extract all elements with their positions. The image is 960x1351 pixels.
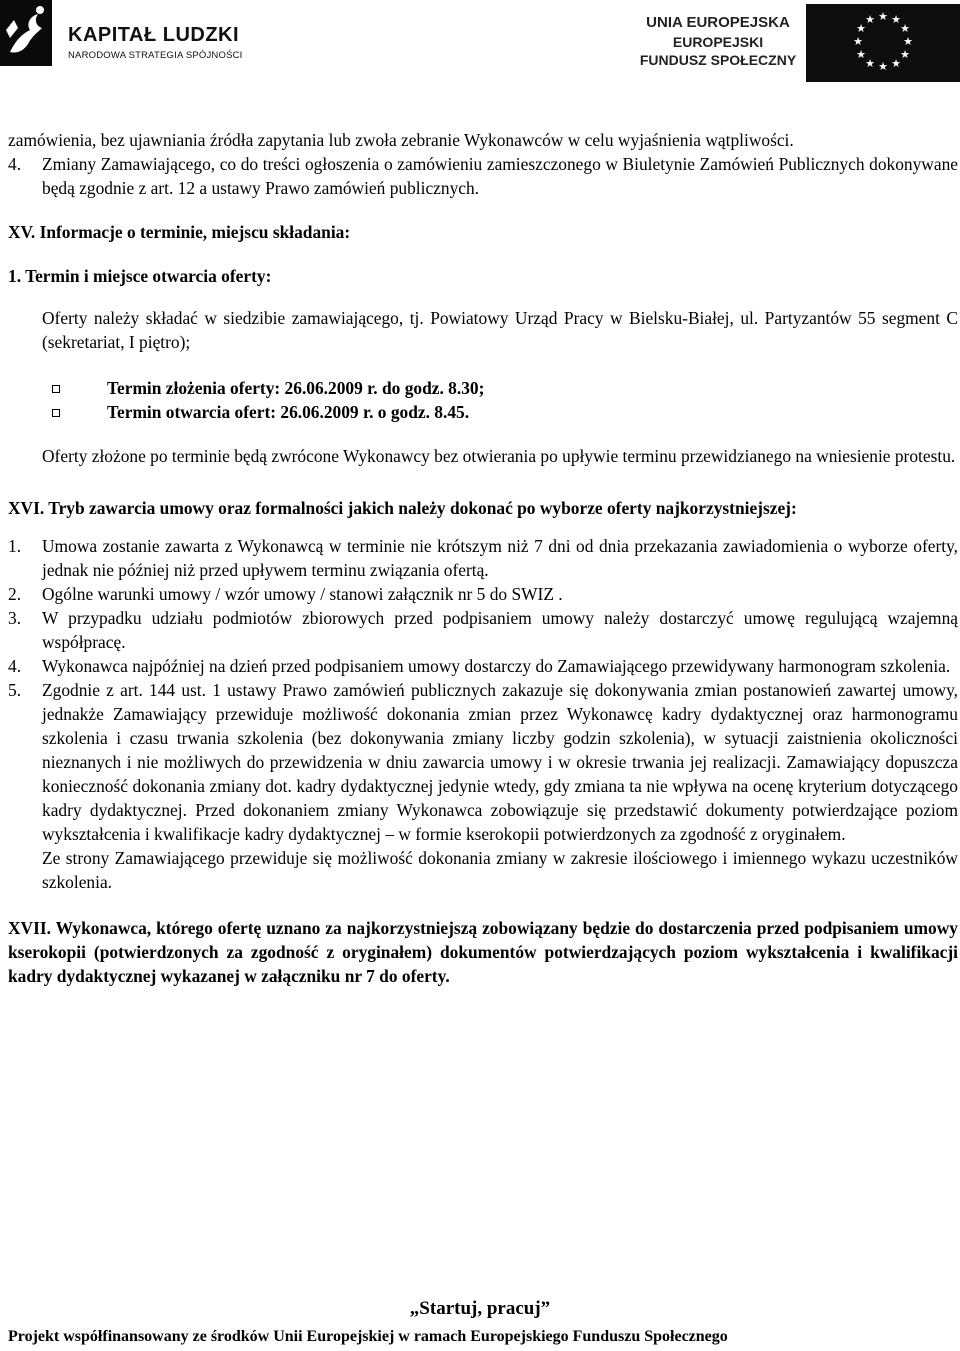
- svg-text:★: ★: [878, 60, 888, 73]
- list-item-text: Zgodnie z art. 144 ust. 1 ustawy Prawo zamówień publicznych zakazuje się dokonywania zmian postanowień zawartej umowy, jednakże Zamawiający przewiduje możliwość dokonania zmian przez Wykonawcę kadry dydaktycznej oraz harmonogramu szkolenia i czasu trwania szkolenia (bez dokonywania zmiany liczby godzin szkolenia), w sytuacji zaistnienia okoliczności nieznanych i nie możliwych do przewidzenia w dniu zawarcia umowy i w okresie trwania jej realizacji. Zamawiający dopuszcza konieczność dokonania zmiany dot. kadry dydaktycznej jedynie wtedy, gdy zmiana ta nie wpływa na ocenę kryterium dotyczącego kadry dydaktycznej. Przed dokonaniem zmiany Wykonawca zobowiązuje się przedstawić dokumenty potwierdzające poziom wykształcenia i kwalifikacje kadry dydaktycznej – w formie kserokopii potwierdzonych za zgodność z oryginałem.: [42, 680, 958, 844]
- page-header: [0, 0, 960, 110]
- list-item-text: Wykonawca najpóźniej na dzień przed podpisaniem umowy dostarczy do Zamawiającego przewidywany harmonogram szkolenia.: [42, 656, 951, 676]
- section-xv-subheading: 1. Termin i miejsce otwarcia oferty:: [8, 266, 272, 286]
- section-xvi-list: [8, 534, 958, 894]
- svg-text:★: ★: [903, 35, 913, 48]
- list-item-text: W przypadku udziału podmiotów zbiorowych przed podpisaniem umowy należy dostarczyć umowę regulującą wzajemną współpracę.: [42, 608, 958, 652]
- list-item-number: 4.: [8, 154, 22, 174]
- list-item: [8, 606, 958, 654]
- footer-slogan: „Startuj, pracuj”: [409, 1298, 551, 1319]
- svg-text:★: ★: [856, 48, 866, 61]
- svg-text:★: ★: [878, 10, 888, 23]
- list-item-number: 1.: [8, 536, 22, 556]
- eu-logo-line-2: EUROPEJSKI: [672, 34, 764, 50]
- deadline-opening: Termin otwarcia ofert: 26.06.2009 r. o godz. 8.45.: [107, 402, 470, 422]
- svg-text:★: ★: [900, 48, 910, 61]
- section-xv-heading: XV. Informacje o terminie, miejscu składania:: [8, 222, 351, 242]
- section-xvii-paragraph: XVII. Wykonawca, którego ofertę uznano za najkorzystniejszą zobowiązany będzie do dostarczenia przed podpisaniem umowy kserokopii (potwierdzonych za zgodność z oryginałem) dokumentów potwierdzających poziom wykształcenia i kwalifikacji kadry dydaktycznej wykazanej w załączniku nr 7 do oferty.: [8, 918, 958, 986]
- svg-text:★: ★: [891, 57, 901, 70]
- list-item: [8, 678, 958, 846]
- submission-place: Oferty należy składać w siedzibie zamawiającego, tj. Powiatowy Urząd Pracy w Bielsku-Białej, ul. Partyzantów 55 segment C (sekretariat, I piętro);: [42, 308, 958, 352]
- list-item: [42, 376, 958, 400]
- list-item-number: 2.: [8, 584, 22, 604]
- list-item-text: Ogólne warunki umowy / wzór umowy / stanowi załącznik nr 5 do SWIZ .: [42, 584, 563, 604]
- svg-text:★: ★: [900, 22, 910, 35]
- deadline-list: [8, 376, 958, 424]
- svg-text:★: ★: [865, 57, 875, 70]
- eu-logo-line-1: UNIA EUROPEJSKA: [646, 14, 790, 31]
- footer-cofinancing-text: Projekt współfinansowany ze środków Unii Europejskiej w ramach Europejskiego Funduszu Społecznego: [8, 1328, 728, 1345]
- eu-flag-icon: [806, 4, 960, 82]
- list-item-number: 5.: [8, 680, 22, 700]
- eu-logo: [600, 0, 960, 90]
- deadline-submission: Termin złożenia oferty: 26.06.2009 r. do godz. 8.30;: [107, 378, 485, 398]
- eu-logo-line-3: FUNDUSZ SPOŁECZNY: [639, 52, 797, 68]
- svg-text:★: ★: [891, 13, 901, 26]
- svg-text:★: ★: [856, 22, 866, 35]
- list-item-number: 3.: [8, 608, 22, 628]
- kapital-ludzki-emblem-icon: [0, 0, 64, 76]
- svg-text:★: ★: [853, 35, 863, 48]
- kapital-ludzki-logo: [0, 0, 260, 80]
- late-offers-note: Oferty złożone po terminie będą zwrócone Wykonawcy bez otwierania po upływie terminu przewidzianego na wniesienie protestu.: [42, 446, 956, 466]
- list-item-number: 4.: [8, 656, 22, 676]
- document-body: [8, 128, 958, 988]
- logo-left-title: KAPITAŁ LUDZKI: [68, 24, 240, 46]
- svg-text:★: ★: [865, 13, 875, 26]
- bullet-square-icon: [52, 385, 60, 393]
- section-xvi-heading: XVI. Tryb zawarcia umowy oraz formalności jakich należy dokonać po wyborze oferty najkorzystniejszej:: [8, 498, 797, 518]
- logo-left-subtitle: NARODOWA STRATEGIA SPÓJNOŚCI: [68, 50, 243, 61]
- list-item: [8, 534, 958, 582]
- list-item: [42, 400, 958, 424]
- bullet-square-icon: [52, 409, 60, 417]
- list-item: [8, 654, 958, 678]
- list-item-text: Zmiany Zamawiającego, co do treści ogłoszenia o zamówieniu zamieszczonego w Biuletynie Zamówień Publicznych dokonywane będą zgodnie z art. 12 a ustawy Prawo zamówień publicznych.: [42, 154, 958, 198]
- list-item: [8, 152, 958, 200]
- intro-paragraph: zamówienia, bez ujawniania źródła zapytania lub zwoła zebranie Wykonawców w celu wyjaśnienia wątpliwości.: [8, 130, 794, 150]
- list-item: [8, 582, 958, 606]
- list-item-text: Umowa zostanie zawarta z Wykonawcą w terminie nie krótszym niż 7 dni od dnia przekazania zawiadomienia o wyborze oferty, jednak nie później niż przed upływem terminu związania ofertą.: [42, 536, 958, 580]
- item-5-continuation: Ze strony Zamawiającego przewiduje się możliwość dokonania zmiany w zakresie ilościowego i imiennego wykazu uczestników szkolenia.: [42, 848, 958, 892]
